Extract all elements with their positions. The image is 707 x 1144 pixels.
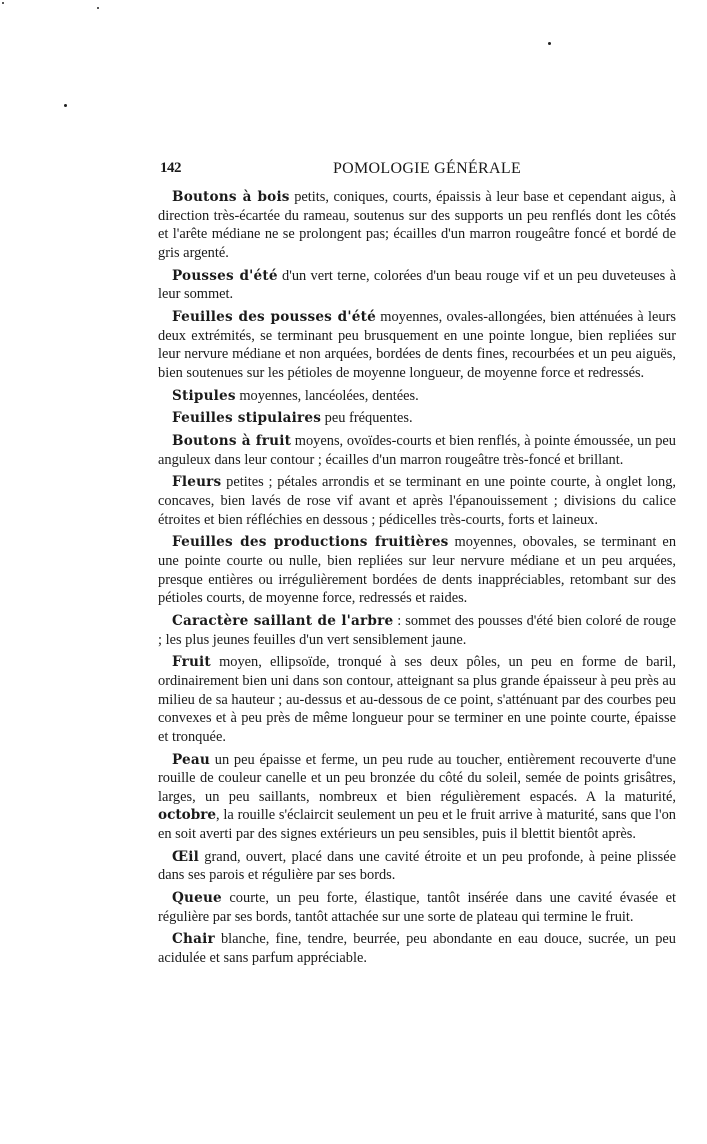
- entry-stipules: [158, 387, 676, 406]
- entry-text: blanche, fine, tendre, beurrée, peu abondante en eau douce, sucrée, un peu acidulée et sans parfum appréciable.: [158, 931, 676, 966]
- entry-feuilles-stipulaires: [158, 409, 676, 428]
- entry-text: peu fréquentes.: [321, 410, 413, 427]
- scan-speck: [64, 104, 67, 107]
- book-page: [158, 158, 676, 972]
- entry-term: Fruit: [172, 654, 211, 671]
- entry-term: Fleurs: [172, 474, 222, 491]
- entry-text-after: , la rouille s'éclaircit seulement un peu et le fruit arrive à maturité, sans que l'on en soit averti par des signes extérieurs un peu sensibles, puis il blettit bientôt après.: [158, 807, 676, 842]
- entry-text: moyens, ovoïdes-courts et bien renflés, à pointe émoussée, un peu anguleux dans leur contour ; écailles d'un marron rougeâtre très-foncé et brillant.: [158, 433, 676, 468]
- entry-peau: [158, 751, 676, 844]
- entry-term: Chair: [172, 931, 215, 948]
- entry-text: moyen, ellipsoïde, tronqué à ses deux pôles, un peu en forme de baril, ordinairement bien uni dans son contour, atteignant sa plus grande épaisseur à peu près au milieu de sa hauteur ; au-dessus et au-dessous de ce point, s'atténuant par des courbes peu convexes et à peu près de même longueur pour se terminer en une pointe courte, épaisse et tronquée.: [158, 654, 676, 745]
- entry-term: Feuilles stipulaires: [172, 410, 322, 427]
- entry-term: Boutons à bois: [172, 189, 290, 205]
- page-header: [158, 158, 676, 184]
- running-title: POMOLOGIE GÉNÉRALE: [332, 160, 522, 177]
- entry-text: moyennes, obovales, se terminant en une pointe courte ou nulle, bien repliées sur leur nervure médiane et un peu arquées, presque entières ou irrégulièrement bordées de dents inappréciables, retombant sur des pétioles courts, de moyenne force, redressés et raides.: [158, 534, 677, 607]
- entry-text: petites ; pétales arrondis et se terminant en une pointe courte, à onglet long, concaves, bien lavés de rose vif avant et après l'épanouissement ; divisions du calice étroites et bien réfléchies en dessous ; pédicelles très-courts, forts et laineux.: [158, 474, 676, 528]
- entry-term: Peau: [172, 751, 210, 768]
- entry-text: d'un vert terne, colorées d'un beau rouge vif et un peu duveteuses à leur sommet.: [158, 267, 676, 303]
- entry-pousses-d-ete: [158, 267, 676, 304]
- entry-term: Queue: [172, 890, 222, 907]
- entry-text: : sommet des pousses d'été bien coloré de rouge ; les plus jeunes feuilles d'un vert sensiblement jaune.: [158, 612, 676, 648]
- entry-feuilles-des-pousses: [158, 308, 676, 382]
- entry-boutons-a-bois: [158, 188, 676, 262]
- entry-text: grand, ouvert, placé dans une cavité étroite et un peu profonde, à peine plissée dans ses parois et régulière par ses bords.: [158, 848, 676, 884]
- entry-text: petits, coniques, courts, épaissis à leur base et cependant aigus, à direction très-écartée du rameau, soutenus sur des supports un peu renflés dont les côtés et l'arête médiane ne se prolongent pas; écailles d'un marron rougeâtre foncé et bordé de gris argenté.: [158, 189, 676, 261]
- scan-speck: [2, 2, 4, 4]
- page-number: 142: [160, 160, 181, 176]
- entry-term: Stipules: [172, 387, 236, 404]
- entry-text: moyennes, ovales-allongées, bien atténuées à leurs deux extrémités, se terminant peu brusquement en une pointe longue, bien repliées sur leur nervure médiane et non arquées, bordées de dents fines, recourbées et un peu aiguës, bien soutenues sur les pétioles de moyenne longueur, de moyenne force et redressés.: [158, 308, 676, 381]
- entry-boutons-a-fruit: [158, 432, 676, 469]
- scan-speck: [548, 42, 551, 45]
- entry-term: Caractère saillant de l'arbre: [172, 612, 394, 629]
- entry-chair: [158, 930, 676, 967]
- entry-feuilles-productions-fruitieres: [158, 533, 676, 607]
- entry-text: moyennes, lancéolées, dentées.: [235, 387, 419, 404]
- entry-text: courte, un peu forte, élastique, tantôt insérée dans une cavité évasée et régulière par ses bords, tantôt attachée sur une sorte de plateau qui termine le fruit.: [158, 890, 676, 925]
- entry-term: Œil: [172, 848, 199, 865]
- entry-fleurs: [158, 473, 676, 529]
- entry-term: Feuilles des productions fruitières: [172, 534, 449, 551]
- entry-term: Feuilles des pousses d'été: [172, 308, 376, 325]
- entry-oeil: [158, 848, 676, 885]
- entry-text: un peu épaisse et ferme, un peu rude au toucher, entièrement recouverte d'une rouille de couleur canelle et un peu bronzée du côté du soleil, semée de points grisâtres, larges, un peu saillants, nombreux et bien régulièrement espacés. A la maturité,: [158, 751, 676, 805]
- entry-queue: [158, 889, 676, 926]
- entry-fruit: [158, 653, 676, 746]
- entry-term: Pousses d'été: [172, 267, 278, 284]
- maturity-month: octobre: [158, 807, 217, 824]
- entry-caractere-saillant: [158, 612, 676, 649]
- scan-speck: [97, 7, 99, 9]
- entry-term: Boutons à fruit: [172, 433, 292, 450]
